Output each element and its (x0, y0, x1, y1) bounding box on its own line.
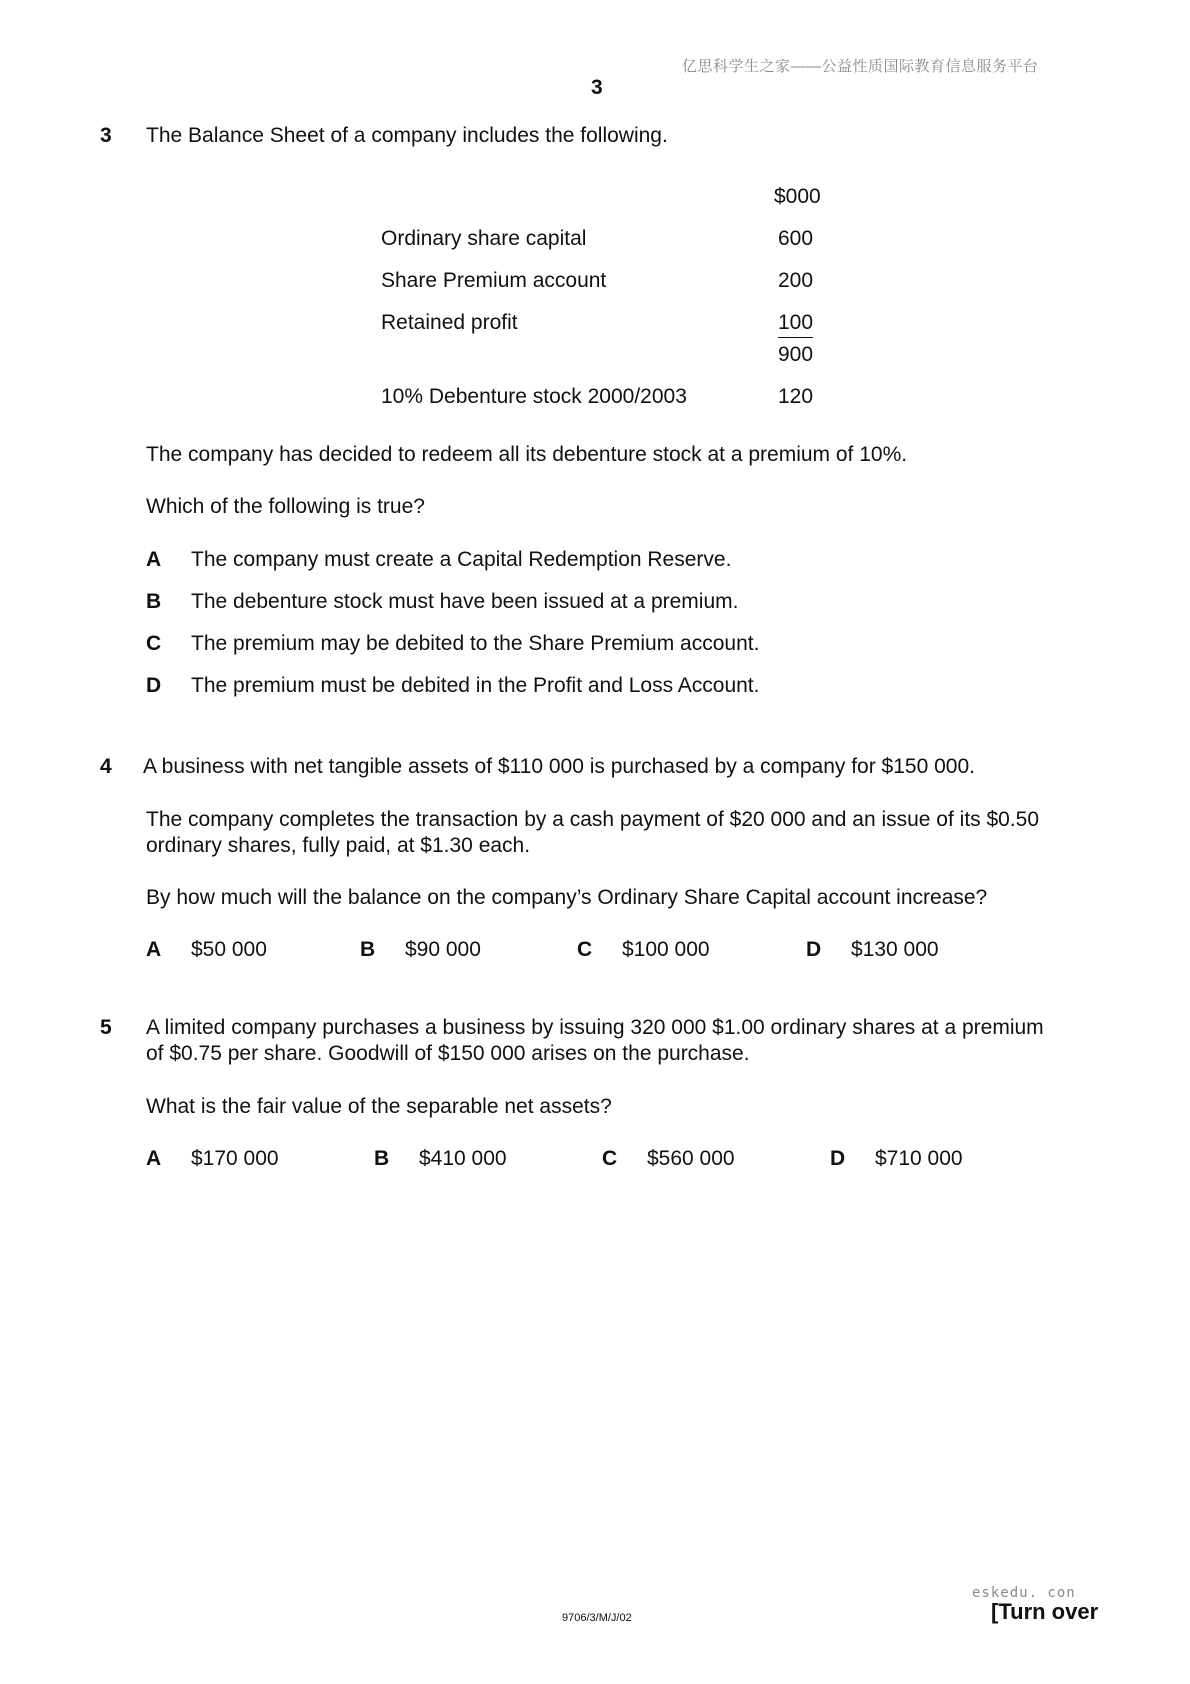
question-prompt: Which of the following is true? (146, 495, 425, 518)
option-text: $710 000 (875, 1147, 963, 1170)
row-label: Share Premium account (381, 269, 607, 292)
row-value: 100 (778, 311, 813, 338)
option-letter: C (146, 632, 162, 655)
option-text: The premium must be debited in the Profit and Loss Account. (191, 674, 760, 697)
option-letter: C (577, 938, 593, 961)
turn-over-label: [Turn over (991, 1599, 1099, 1624)
option-text: $100 000 (622, 938, 710, 961)
option-letter: D (830, 1147, 846, 1170)
question-prompt: What is the fair value of the separable net assets? (146, 1095, 612, 1118)
option-text: $50 000 (191, 938, 267, 961)
question-number: 4 (100, 755, 112, 778)
option-letter: B (360, 938, 376, 961)
question-paragraph: A limited company purchases a business by issuing 320 000 $1.00 ordinary shares at a premium (146, 1016, 1044, 1039)
question-number: 3 (100, 124, 112, 147)
option-text: $130 000 (851, 938, 939, 961)
option-letter: C (602, 1147, 618, 1170)
row-value: 200 (778, 269, 814, 292)
question-number: 5 (100, 1016, 112, 1039)
option-letter: A (146, 938, 162, 961)
option-letter: A (146, 1147, 162, 1170)
option-letter: B (146, 590, 162, 613)
option-letter: D (806, 938, 822, 961)
option-text: The premium may be debited to the Share Premium account. (191, 632, 760, 655)
footer-watermark: eskedu. con (972, 1585, 1076, 1601)
option-text: The debenture stock must have been issued at a premium. (191, 590, 739, 613)
row-value: 600 (778, 227, 814, 250)
header-watermark: 亿思科学生之家——公益性质国际教育信息服务平台 (682, 58, 1039, 75)
question-prompt: By how much will the balance on the company’s Ordinary Share Capital account increase? (146, 886, 988, 909)
row-label: Ordinary share capital (381, 227, 587, 250)
row-label: Retained profit (381, 311, 518, 334)
option-text: The company must create a Capital Redemption Reserve. (191, 548, 732, 571)
option-letter: B (374, 1147, 390, 1170)
debenture-value: 120 (778, 385, 814, 408)
page-number: 3 (591, 76, 603, 99)
debenture-label: 10% Debenture stock 2000/2003 (381, 385, 687, 408)
subtotal-value: 900 (778, 343, 814, 366)
option-letter: D (146, 674, 162, 697)
question-paragraph: ordinary shares, fully paid, at $1.30 each. (146, 834, 531, 857)
option-letter: A (146, 548, 162, 571)
option-text: $410 000 (419, 1147, 507, 1170)
question-paragraph: of $0.75 per share. Goodwill of $150 000 arises on the purchase. (146, 1042, 750, 1065)
question-paragraph: The company completes the transaction by a cash payment of $20 000 and an issue of its $0.50 (146, 808, 1040, 831)
option-text: $90 000 (405, 938, 481, 961)
option-text: $170 000 (191, 1147, 279, 1170)
option-text: $560 000 (647, 1147, 735, 1170)
unit-header: $000 (774, 185, 821, 208)
question-paragraph: A business with net tangible assets of $110 000 is purchased by a company for $150 000. (143, 755, 975, 778)
question-paragraph: The company has decided to redeem all its debenture stock at a premium of 10%. (146, 443, 908, 466)
question-intro: The Balance Sheet of a company includes the following. (146, 124, 668, 147)
paper-code: 9706/3/M/J/02 (562, 1612, 632, 1624)
